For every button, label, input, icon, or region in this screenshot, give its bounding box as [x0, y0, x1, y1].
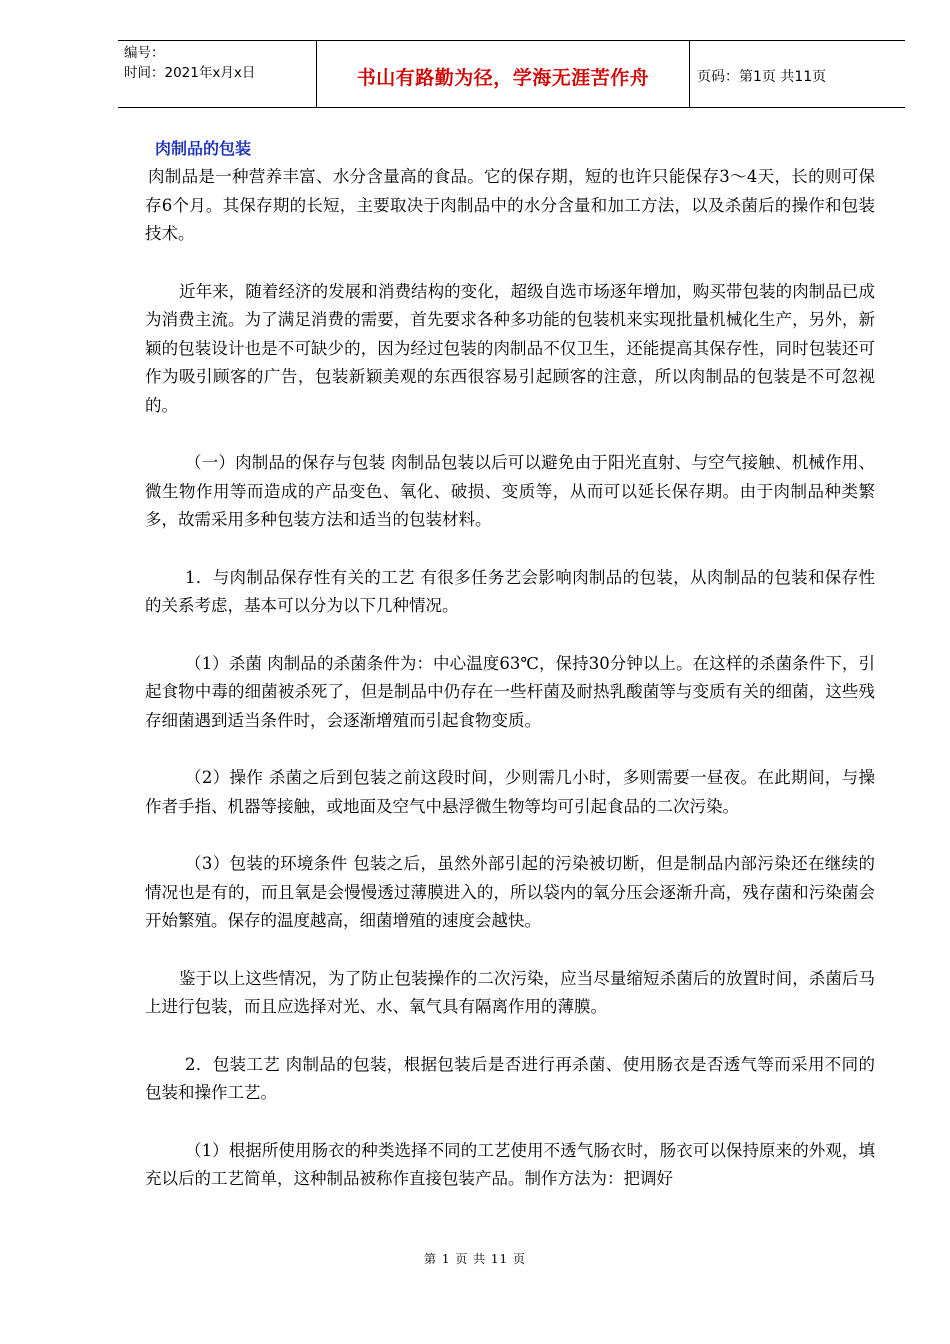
document-body [145, 135, 875, 1223]
header-number-label: 编号： [124, 45, 165, 61]
paragraph: 2．包装工艺 肉制品的包装，根据包装后是否进行再杀菌、使用肠衣是否透气等而采用不同的包装和操作工艺。 [145, 1054, 875, 1102]
header-page-info: 页码：第1页 共11页 [697, 69, 827, 85]
paragraph: 1．与肉制品保存性有关的工艺 有很多任务艺会影响肉制品的包装，从肉制品的包装和保存性的关系考虑，基本可以分为以下几种情况。 [145, 567, 875, 615]
paragraph: （3）包装的环境条件 包装之后，虽然外部引起的污染被切断，但是制品内部污染还在继续的情况也是有的，而且氧是会慢慢透过薄膜进入的，所以袋内的氧分压会逐渐升高，残存菌和污染菌会开始繁殖。保存的温度越高，细菌增殖的速度会越快。 [145, 854, 875, 930]
header-motto: 书山有路勤为径，学海无涯苦作舟 [316, 41, 690, 107]
page-footer: 第 1 页 共 11 页 [424, 1252, 526, 1266]
paragraph: （1）杀菌 肉制品的杀菌条件为：中心温度63℃，保持30分钟以上。在这样的杀菌条件下，引起食物中毒的细菌被杀死了，但是制品中仍存在一些杆菌及耐热乳酸菌等与变质有关的细菌，这些残存细菌遇到适当条件时，会逐渐增殖而引起食物变质。 [145, 653, 875, 730]
document-title: 肉制品的包装 [155, 139, 252, 158]
header-meta [118, 41, 316, 107]
paragraph: 鉴于以上这些情况，为了防止包装操作的二次污染，应当尽量缩短杀菌后的放置时间，杀菌后马上进行包装，而且应选择对光、水、氧气具有隔离作用的薄膜。 [145, 968, 875, 1016]
header-date: 时间：2021年x月x日 [124, 65, 256, 81]
paragraph: 肉制品是一种营养丰富、水分含量高的食品。它的保存期，短的也许只能保存3～4天，长的则可保存6个月。其保存期的长短，主要取决于肉制品中的水分含量和加工方法，以及杀菌后的操作和包装技术。 [145, 167, 875, 243]
paragraph: （1）根据所使用肠衣的种类选择不同的工艺使用不透气肠衣时，肠衣可以保持原来的外观，填充以后的工艺简单，这种制品被称作直接包装产品。制作方法为：把调好 [145, 1140, 875, 1188]
paragraph: （2）操作 杀菌之后到包装之前这段时间，少则需几小时，多则需要一昼夜。在此期间，与操作者手指、机器等接触，或地面及空气中悬浮微生物等均可引起食品的二次污染。 [145, 768, 875, 816]
paragraph: 近年来，随着经济的发展和消费结构的变化，超级自选市场逐年增加，购买带包装的肉制品已成为消费主流。为了满足消费的需要，首先要求各种多功能的包装机来实现批量机械化生产，另外，新颖的包装设计也是不可缺少的，因为经过包装的肉制品不仅卫生，还能提高其保存性，同时包装还可作为吸引顾客的广告，包装新颖美观的东西很容易引起顾客的注意，所以肉制品的包装是不可忽视的。 [145, 281, 875, 415]
paragraph: （一）肉制品的保存与包装 肉制品包装以后可以避免由于阳光直射、与空气接触、机械作用、微生物作用等而造成的产品变色、氧化、破损、变质等，从而可以延长保存期。由于肉制品种类繁多，故需采用多种包装方法和适当的包装材料。 [145, 453, 875, 529]
document-header [118, 40, 905, 108]
